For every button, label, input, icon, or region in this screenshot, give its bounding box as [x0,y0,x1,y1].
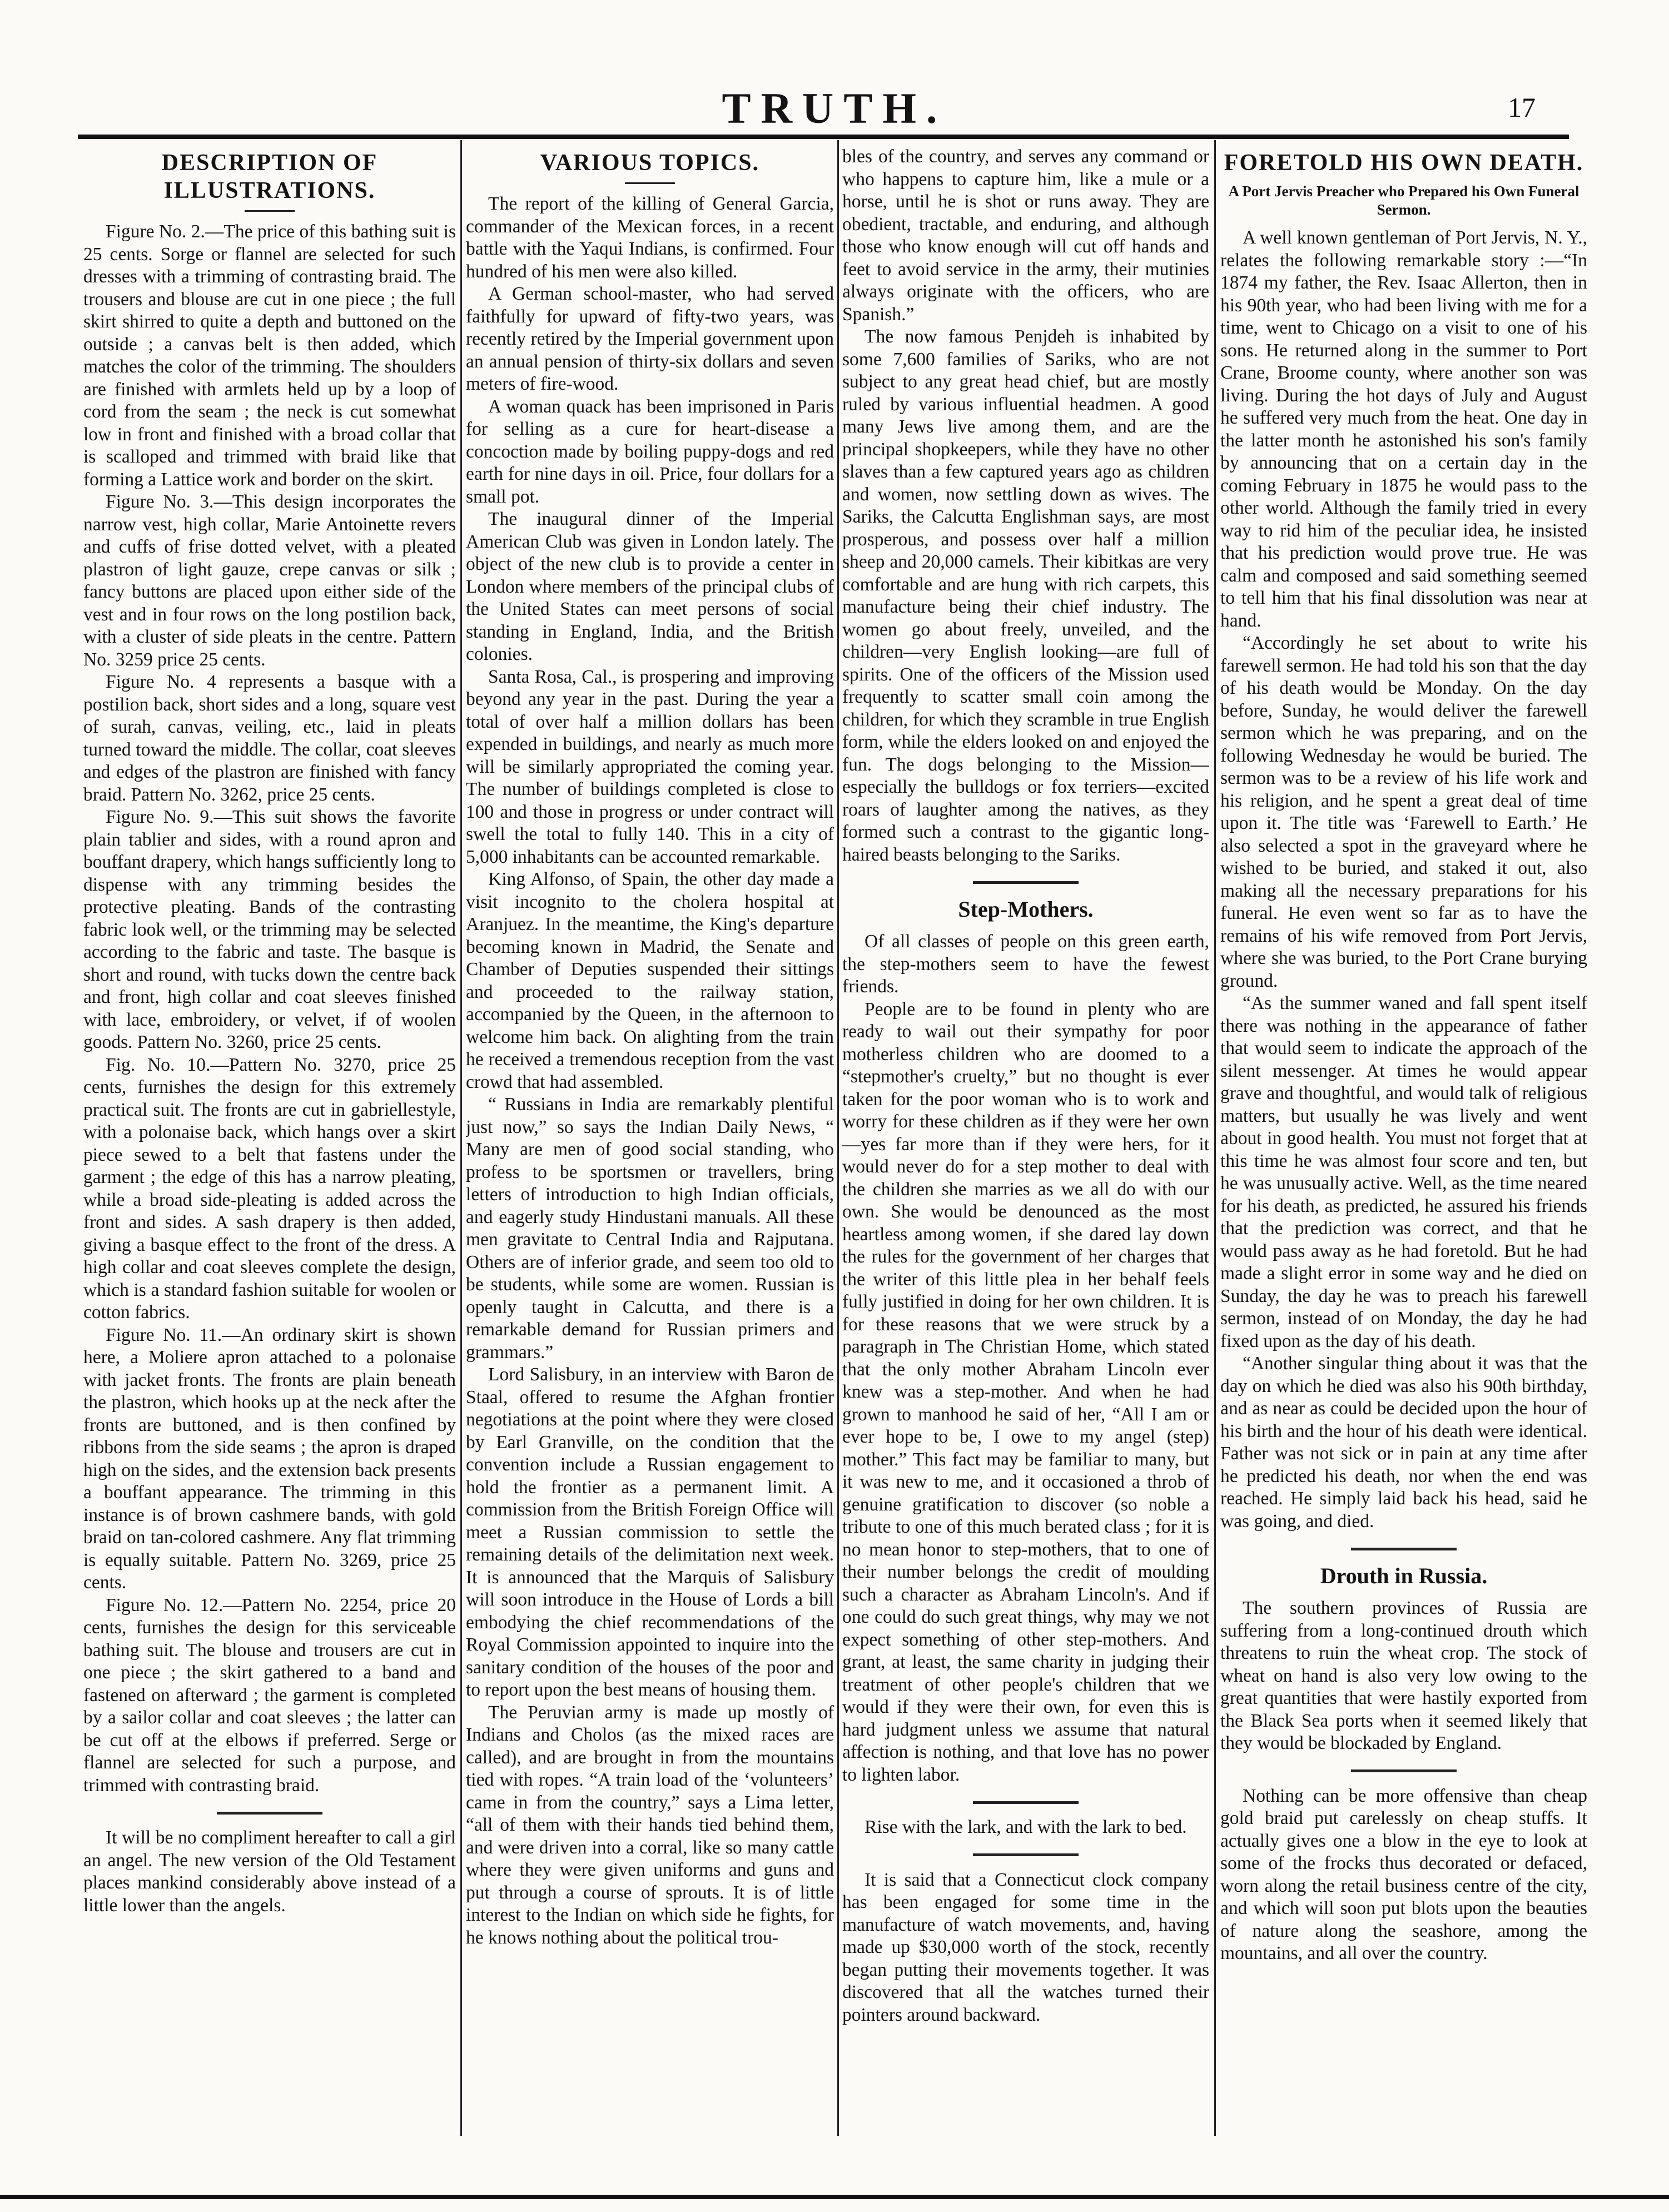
article-paragraph: Of all classes of people on this green earth, the step-mothers seem to have the fewest friends. [842,931,1209,997]
article-paragraph: The report of the killing of General Garcia, commander of the Mexican forces, in a recent battle with the Yaqui Indians, is confirmed. Four hundred of his men were also killed. [466,193,834,282]
column-rule [460,140,462,2136]
column-description-of-illustrations [83,146,456,2136]
ornament-divider [83,1809,456,1815]
article-paragraph: Lord Salisbury, in an interview with Baron de Staal, offered to resume the Afghan frontier negotiations at the point where they were closed by Earl Granville, on the condition that the convention include a Russian engagement to hold the frontier as a permanent limit. A commission from the British Foreign Office will meet a Russian commission to settle the remaining details of the delimitation next week. It is announced that the Marquis of Salisbury will soon introduce in the House of Lords a bill embodying the chief recommendations of the Royal Commission appointed to inquire into the sanitary condition of the houses of the poor and to report upon the best means of housing them. [466,1364,834,1700]
header-rule [78,135,1569,139]
section-subheading: A Port Jervis Preacher who Prepared his Own Funeral Sermon. [1228,183,1579,218]
column-rule [1214,140,1216,2136]
ornament-divider [842,878,1209,884]
article-paragraph: “Another singular thing about it was that the day on which he died was also his 90th birthday, and as near as could be decided upon the hour of his birth and the hour of his death were identical. Father was not sick or in pain at any time after he predicted his death, nor when the end was reached. He simply laid back his head, said he was going, and died. [1220,1353,1587,1532]
article-paragraph: A woman quack has been imprisoned in Paris for selling as a cure for heart-disease a concoction made by boiling puppy-dogs and red earth for nine days in oil. Price, four dollars for a small pot. [466,396,834,507]
article-paragraph: A well known gentleman of Port Jervis, N. Y., relates the following remarkable story :—“In 1874 my father, the Rev. Isaac Allerton, then in his 90th year, who had been living with me for a time, went to Chicago on a visit to one of his sons. He returned along in the summer to Port Crane, Broome county, where another son was living. During the hot days of July and August he suffered very much from the heat. One day in the latter month he astonished his son's family by announcing that on a certain day in the coming February in 1875 he would pass to the other world. Although the family tried in every way to rid him of the peculiar idea, he insisted that his prediction would prove true. He was calm and composed and said something seemed to tell him that his final dissolution was near at hand. [1220,227,1587,631]
article-paragraph: Fig. No. 10.—Pattern No. 3270, price 25 cents, furnishes the design for this extremely practical suit. The fronts are cut in gabriellestyle, with a polonaise back, which hangs over a skirt piece sewed to a belt that fastens under the garment ; the edge of this has a narrow pleating, while a broad side-pleating is added across the front and sides. A sash drapery is then added, giving a basque effect to the front of the dress. A high collar and coat sleeves complete the design, which is a standard fashion suitable for woolen or cotton fabrics. [83,1054,456,1323]
article-paragraph: “As the summer waned and fall spent itself there was nothing in the appearance of father that would seem to indicate the approach of the silent messenger. At times he would appear grave and thoughtful, and would talk of religious matters, but usually he was lively and went about in good health. You must not forget that at this time he was almost four score and ten, but he was unusually active. Well, as the time neared for his death, as predicted, he assured his friends that the prediction was correct, and that he would pass away as he had foretold. But he had made a slight error in some way and he died on Sunday, the day he was to preach his farewell sermon, instead of on Monday, the day he had fixed upon as the day of his death. [1220,993,1587,1351]
ornament-divider [842,1851,1209,1857]
section-heading: VARIOUS TOPICS. [540,150,760,176]
article-paragraph: Figure No. 4 represents a basque with a postilion back, short sides and a long, square vest of surah, canvas, veiling, etc., laid in pleats turned toward the middle. The collar, coat sleeves and edges of the plastron are finished with fancy braid. Pattern No. 3262, price 25 cents. [83,672,456,805]
article-paragraph: It is said that a Connecticut clock company has been engaged for some time in the manufacture of watch movements, and, having made up $30,000 worth of the stock, recently began putting their movements together. It was discovered that all the watches turned their pointers around backward. [842,1869,1209,2025]
footer-rule [0,2195,1669,2199]
newspaper-title: TRUTH. [722,84,947,132]
short-rule [245,210,295,212]
section-heading: Step-Mothers. [958,897,1094,922]
article-paragraph: Figure No. 11.—An ordinary skirt is shown here, a Moliere apron attached to a polonaise with jacket fronts. The fronts are plain beneath the plastron, which hooks up at the neck after the fronts are buttoned, and is then confined by ribbons from the side seams ; the apron is draped high on the sides, and the extension back presents a bouffant appearance. The trimming in this instance is of brown cashmere bands, with gold braid on tan-colored cashmere. Any flat trimming is equally suitable. Pattern No. 3269, price 25 cents. [83,1324,456,1593]
article-paragraph: Figure No. 9.—This suit shows the favorite plain tablier and sides, with a round apron and bouffant drapery, which hangs sufficiently long to dispense with any trimming besides the protective pleating. Bands of the contrasting fabric look well, or the trimming may be selected according to the fabric and taste. The basque is short and round, with tucks down the centre back and front, high collar and coat sleeves finished with lace, embroidery, or velvet, if of woolen goods. Pattern No. 3260, price 25 cents. [83,807,456,1052]
article-paragraph: King Alfonso, of Spain, the other day made a visit incognito to the cholera hospital at Aranjuez. In the meantime, the King's departure becoming known in Madrid, the Senate and Chamber of Deputies suspended their sittings and proceeded to the railway station, accompanied by the Queen, in the afternoon to welcome him back. On alighting from the train he received a tremendous reception from the vast crowd that had assembled. [466,869,834,1092]
masthead [0,83,1669,133]
article-paragraph: Figure No. 3.—This design incorporates the narrow vest, high collar, Marie Antoinette revers and cuffs of frise dotted velvet, with a pleated plastron of light gauze, crepe canvas or silk ; fancy buttons are placed upon either side of the vest and in four rows on the long postilion back, with a cluster of side pleats in the centre. Pattern No. 3259 price 25 cents. [83,491,456,670]
section-heading: DESCRIPTION OF ILLUSTRATIONS. [161,150,378,203]
article-paragraph: Figure No. 2.—The price of this bathing suit is 25 cents. Sorge or flannel are selected for such dresses with a trimming of contrasting braid. The trousers and blouse are cut in one piece ; the full skirt shirred to quite a depth and buttoned on the outside ; a canvas belt is then added, which matches the color of the trimming. The shoulders are finished with armlets held up by a loop of cord from the seam ; the neck is cut somewhat low in front and finished with a broad collar that is scalloped and trimmed with braid like that forming a Lattice work and border on the skirt. [83,221,456,490]
column-various-topics [466,146,834,2136]
column-foretold-his-own-death [1220,146,1587,2136]
article-paragraph: The inaugural dinner of the Imperial American Club was given in London lately. The object of the new club is to provide a center in London where members of the principal clubs of the United States can meet persons of social standing in England, India, and the British colonies. [466,509,834,664]
article-paragraph: The Peruvian army is made up mostly of Indians and Cholos (as the mixed races are called), and are brought in from the mountains tied with ropes. “A train load of the ‘volunteers’ came in from the country,” says a Lima letter, “all of them with their hands tied behind them, and were driven into a corral, like so many cattle where they were given uniforms and guns and put through a course of sprouts. It is of little interest to the Indian on which side he fights, for he knows nothing about the political trou- [466,1702,834,1948]
ornament-divider [1220,1767,1587,1773]
section-heading: Drouth in Russia. [1320,1563,1488,1588]
section-heading: FORETOLD HIS OWN DEATH. [1224,150,1584,176]
article-paragraph: Santa Rosa, Cal., is prospering and improving beyond any year in the past. During the year a total of over half a million dollars has been expended in buildings, and nearly as much more will be similarly appropriated the coming year. The number of buildings completed is close to 100 and those in progress or under contract will swell the total to fully 140. This in a city of 5,000 inhabitants can be accounted remarkable. [466,666,834,867]
column-rule [837,140,839,2136]
column-step-mothers [842,146,1209,2136]
article-paragraph: Rise with the lark, and with the lark to bed. [865,1817,1187,1837]
article-paragraph: A German school-master, who had served faithfully for upward of fifty-two years, was recently retired by the Imperial government upon an annual pension of thirty-six dollars and seven meters of fire-wood. [466,284,834,394]
article-paragraph: “Accordingly he set about to write his farewell sermon. He had told his son that the day of his death would be Monday. On the day before, Sunday, he would deliver the farewell sermon which he was preparing, and on the following Wednesday he would be buried. The sermon was to be a review of his life work and his religion, and he spent a great deal of time upon it. The title was ‘Farewell to Earth.’ He also selected a spot in the graveyard where he wished to be buried, and staked it out, also making all the necessary preparations for his funeral. He even went so far as to have the remains of his wife removed from Port Jervis, where she was buried, to the Port Crane burying ground. [1220,633,1587,991]
article-paragraph: People are to be found in plenty who are ready to wail out their sympathy for poor motherless children who are doomed to a “stepmother's cruelty,” but no thought is ever taken for the poor woman who is to work and worry for these children as if they were her own—yes far more than if they were hers, for it would never do for a step mother to deal with the children she marries as we all do with our own. She would be denounced as the most heartless among women, if she dared lay down the rules for the government of her charges that the writer of this little plea in her behalf feels fully justified in doing for her own children. It is for these reasons that we were struck by a paragraph in The Christian Home, which stated that the only mother Abraham Lincoln ever knew was a step-mother. And when he had grown to manhood he said of her, “All I am or ever hope to be, I owe to my angel (step) mother.” This fact may be familiar to many, but it was new to me, and it occasioned a throb of genuine gratification to discover (so noble a tribute to one of this much berated class ; for it is no mean honor to step-mothers, that to one of their number belongs the credit of moulding such a character as Abraham Lincoln's. And if one could do such great things, why may we not expect something of other step-mothers. And grant, at least, the same charity in judging their treatment of other people's children that we would if they were their own, for even this is hard judgment unless we assume that natural affection is nothing, and that love has no power to lighten labor. [842,998,1209,1785]
ornament-divider [842,1798,1209,1804]
ornament-divider [1220,1545,1587,1550]
article-paragraph: bles of the country, and serves any command or who happens to capture him, like a mule or a horse, until he is shot or runs away. They are obedient, tractable, and enduring, and although those who know enough will cut off hands and feet to avoid service in the army, their mutinies always originate with the officers, who are Spanish.” [842,146,1209,325]
short-rule [625,182,675,184]
page-number: 17 [1508,92,1536,123]
article-paragraph: The southern provinces of Russia are suffering from a long-continued drouth which threatens to ruin the wheat crop. The stock of wheat on hand is also very low owing to the great quantities that were hastily exported from the Black Sea ports when it seemed likely that they would be blockaded by England. [1220,1598,1587,1753]
article-paragraph: Nothing can be more offensive than cheap gold braid put carelessly on cheap stuffs. It actually gives one a blow in the eye to look at some of the frocks thus decorated or defaced, worn along the retail business centre of the city, and which will soon put blots upon the beauties of nature along the seashore, among the mountains, and all over the country. [1220,1785,1587,1964]
article-paragraph: It will be no compliment hereafter to call a girl an angel. The new version of the Old Testament places mankind considerably above instead of a little lower than the angels. [83,1827,456,1916]
article-paragraph: The now famous Penjdeh is inhabited by some 7,600 families of Sariks, who are not subject to any great head chief, but are mostly ruled by various influential headmen. A good many Jews live among them, and are the principal shopkeepers, while they have no other slaves than a few captured years ago as children and women, now settling down as wives. The Sariks, the Calcutta Englishman says, are most prosperous, and possess over half a million sheep and 20,000 camels. Their kibitkas are very comfortable and are hung with rich carpets, this manufacture being their chief industry. The women go about freely, unveiled, and the children—very English looking—are full of spirits. One of the officers of the Mission used frequently to scatter small coin among the children, for which they scramble in true English form, while the elders looked on and enjoyed the fun. The dogs belonging to the Mission—especially the bulldogs or fox terriers—excited roars of laughter among the natives, as they formed such a contrast to the gigantic long-haired beasts belonging to the Sariks. [842,326,1209,865]
article-paragraph: Figure No. 12.—Pattern No. 2254, price 20 cents, furnishes the design for this serviceable bathing suit. The blouse and trousers are cut in one piece ; the skirt gathered to a band and fastened on afterward ; the garment is completed by a sailor collar and coat sleeves ; the latter can be cut off at the elbows if preferred. Serge or flannel are selected for such a purpose, and trimmed with contrasting braid. [83,1594,456,1796]
article-paragraph: “ Russians in India are remarkably plentiful just now,” so says the Indian Daily News, “ Many are men of good social standing, who profess to be sportsmen or travellers, bring letters of introduction to high Indian officials, and eagerly study Hindustani manuals. All these men gravitate to Central India and Rajputana. Others are of inferior grade, and seem too old to be students, while some are women. Russian is openly taught in Calcutta, and there is a remarkable demand for Russian primers and grammars.” [466,1094,834,1363]
